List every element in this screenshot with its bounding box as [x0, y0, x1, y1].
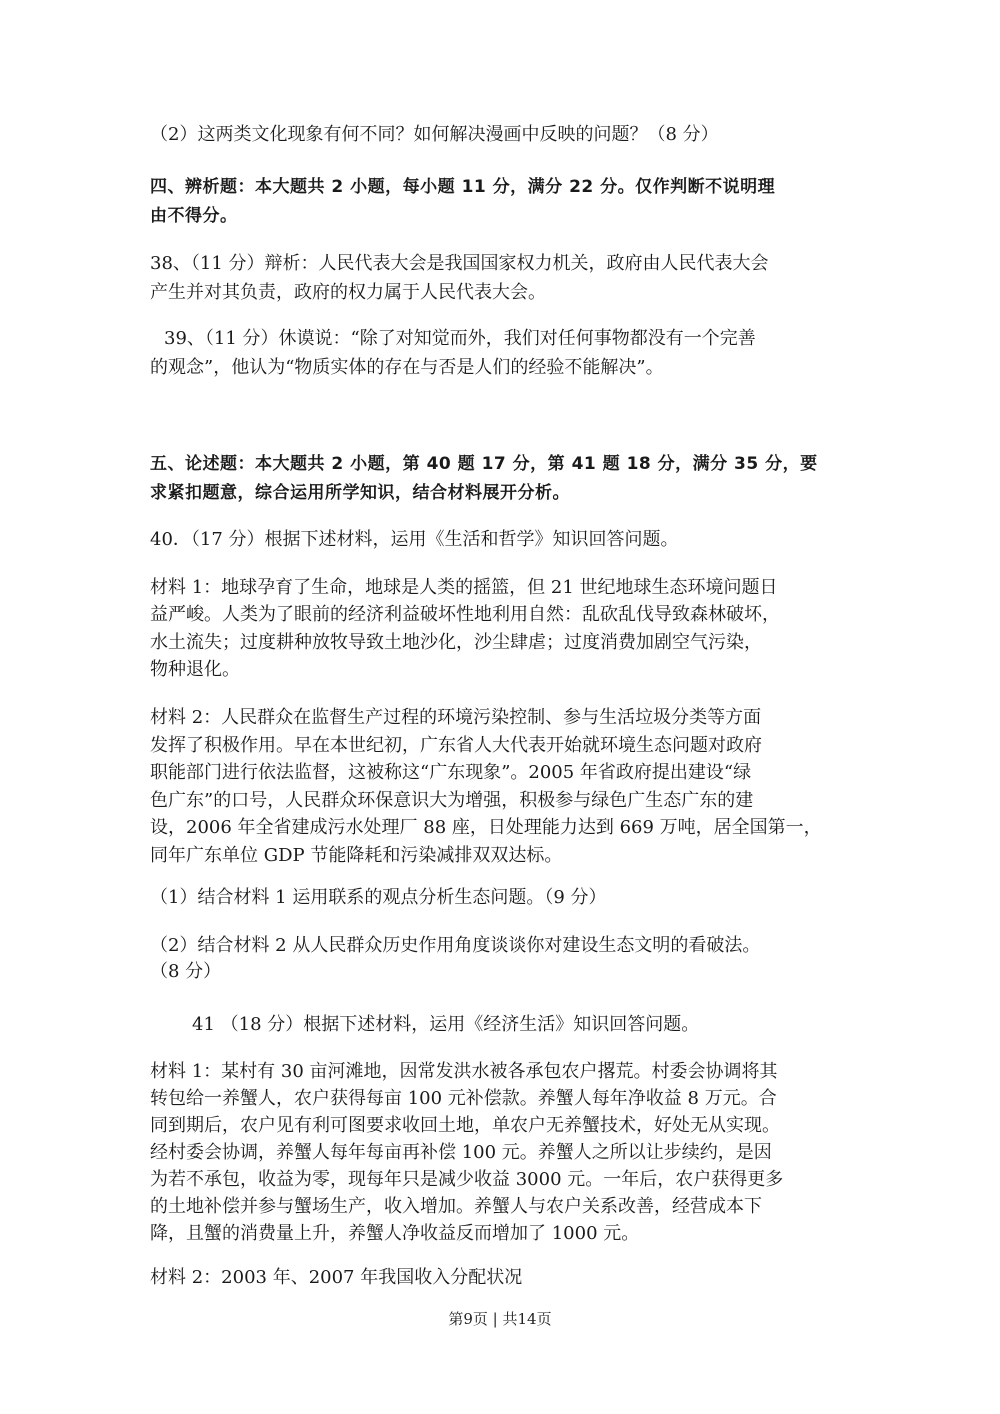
- page-footer: 第9页 | 共14页: [448, 1310, 552, 1328]
- material-41-1-line-7: 降，且蟹的消费量上升，养蟹人净收益反而增加了 1000 元。: [150, 1223, 640, 1244]
- material-40-1-line-4: 物种退化。: [150, 659, 240, 680]
- question-40: 40．（17 分）根据下述材料，运用《生活和哲学》知识回答问题。: [150, 529, 679, 550]
- section-4-heading-line-1: 四、辨析题：本大题共 2 小题，每小题 11 分，满分 22 分。仅作判断不说明理: [150, 177, 776, 197]
- question-40-part-2-line-2: （8 分）: [150, 961, 222, 982]
- material-41-1-line-4: 经村委会协调，养蟹人每年每亩再补偿 100 元。养蟹人之所以让步续约，是因: [150, 1142, 772, 1163]
- section-4-heading-line-2: 由不得分。: [150, 206, 238, 226]
- material-40-1-line-1: 材料 1：地球孕育了生命，地球是人类的摇篮，但 21 世纪地球生态环境问题日: [150, 577, 778, 598]
- question-39-line-2: 的观念”，他认为“物质实体的存在与否是人们的经验不能解决”。: [150, 357, 664, 378]
- material-40-1-line-2: 益严峻。人类为了眼前的经济利益破坏性地利用自然：乱砍乱伐导致森林破坏，: [150, 604, 780, 625]
- section-5-heading-line-2: 求紧扣题意，综合运用所学知识，结合材料展开分析。: [150, 483, 570, 503]
- question-37-part-2: （2）这两类文化现象有何不同？如何解决漫画中反映的问题？（8 分）: [150, 124, 719, 145]
- question-38-line-1: 38、（11 分）辩析：人民代表大会是我国国家权力机关，政府由人民代表大会: [150, 253, 769, 274]
- material-41-1-line-5: 为若不承包，收益为零，现每年只是减少收益 3000 元。一年后，农户获得更多: [150, 1169, 784, 1190]
- section-5-heading-line-1: 五、论述题：本大题共 2 小题，第 40 题 17 分，第 41 题 18 分，满分 35 分，要: [150, 454, 818, 474]
- material-40-2-line-3: 职能部门进行依法监督，这被称这“广东现象”。2005 年省政府提出建设“绿: [150, 762, 752, 783]
- material-41-1-line-2: 转包给一养蟹人，农户获得每亩 100 元补偿款。养蟹人每年净收益 8 万元。合: [150, 1088, 777, 1109]
- material-40-1-line-3: 水土流失；过度耕种放牧导致土地沙化，沙尘肆虐；过度消费加剧空气污染，: [150, 632, 762, 653]
- material-40-2-line-1: 材料 2：人民群众在监督生产过程的环境污染控制、参与生活垃圾分类等方面: [150, 707, 762, 728]
- question-41: 41 （18 分）根据下述材料，运用《经济生活》知识回答问题。: [192, 1014, 700, 1035]
- question-38-line-2: 产生并对其负责，政府的权力属于人民代表大会。: [150, 282, 546, 303]
- material-41-1-line-1: 材料 1：某村有 30 亩河滩地，因常发洪水被各承包农户撂荒。村委会协调将其: [150, 1061, 778, 1082]
- material-40-2-line-5: 设，2006 年全省建成污水处理厂 88 座，日处理能力达到 669 万吨，居全国第一，: [150, 817, 822, 838]
- material-41-1-line-3: 同到期后，农户见有利可图要求收回土地，单农户无养蟹技术，好处无从实现。: [150, 1115, 780, 1136]
- material-40-2-line-2: 发挥了积极作用。早在本世纪初，广东省人大代表开始就环境生态问题对政府: [150, 735, 762, 756]
- material-40-2-line-4: 色广东”的口号，人民群众环保意识大为增强，积极参与绿色广生态广东的建: [150, 790, 754, 811]
- material-41-1-line-6: 的土地补偿并参与蟹场生产，收入增加。养蟹人与农户关系改善，经营成本下: [150, 1196, 762, 1217]
- question-39-line-1: 39、（11 分）休谟说：“除了对知觉而外，我们对任何事物都没有一个完善: [164, 328, 756, 349]
- material-40-2-line-6: 同年广东单位 GDP 节能降耗和污染减排双双达标。: [150, 845, 563, 866]
- question-40-part-2-line-1: （2）结合材料 2 从人民群众历史作用角度谈谈你对建设生态文明的看破法。: [150, 935, 761, 956]
- question-40-part-1: （1）结合材料 1 运用联系的观点分析生态问题。（9 分）: [150, 887, 607, 908]
- material-41-2-line-1: 材料 2：2003 年、2007 年我国收入分配状况: [150, 1267, 523, 1288]
